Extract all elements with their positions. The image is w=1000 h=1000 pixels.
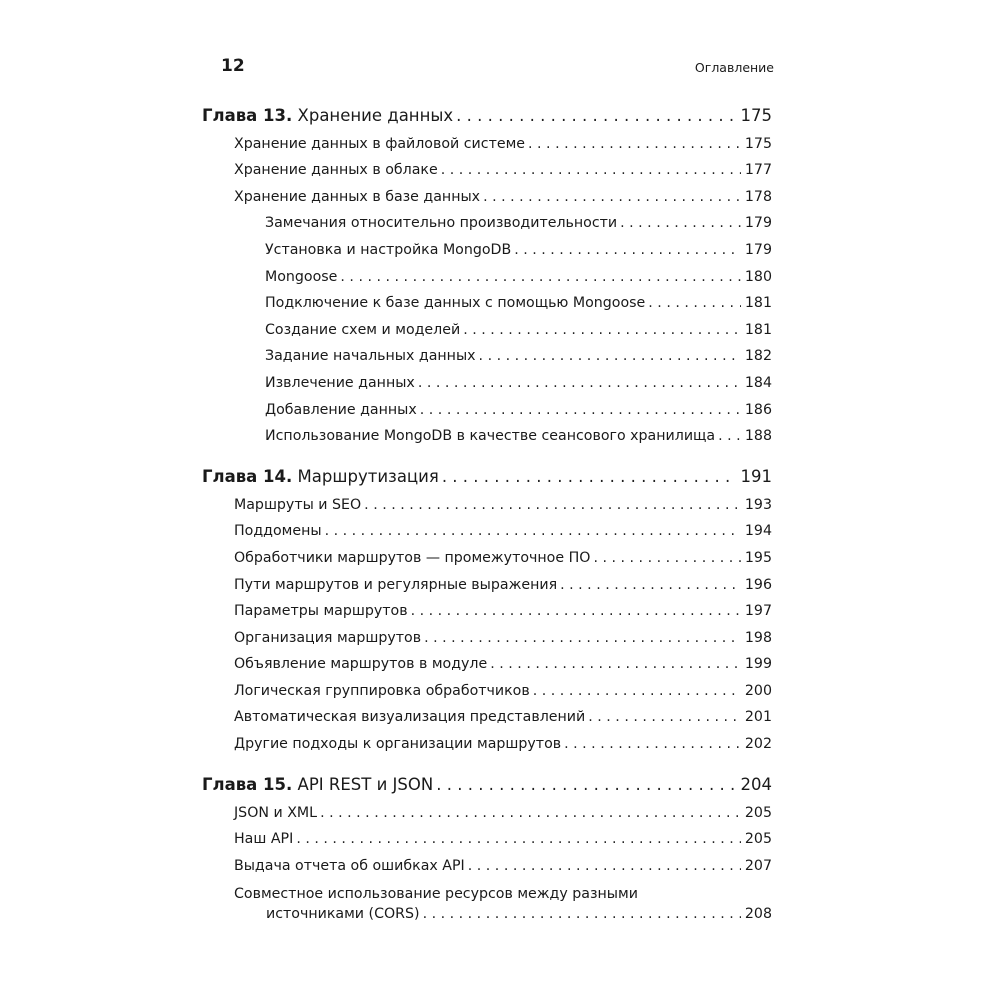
dot-leader xyxy=(296,831,741,850)
page-ref: 186 xyxy=(744,401,772,418)
entry-title: Автоматическая визуализация представлений xyxy=(234,709,586,726)
dot-leader xyxy=(593,550,740,569)
dot-leader xyxy=(320,805,741,824)
page-ref: 193 xyxy=(744,496,772,513)
dot-leader xyxy=(418,375,741,394)
page-ref: 191 xyxy=(740,467,772,487)
entry-title-continued: источниками (CORS) xyxy=(266,905,420,922)
dot-leader xyxy=(436,775,736,797)
entry-title: Добавление данных xyxy=(265,401,417,418)
page-ref: 205 xyxy=(744,804,772,821)
dot-leader xyxy=(420,402,741,421)
dot-leader xyxy=(364,497,741,516)
dot-leader xyxy=(718,428,741,447)
page-ref: 196 xyxy=(744,576,772,593)
entry-title: Совместное использование ресурсов между разными xyxy=(234,885,638,902)
chapter-heading xyxy=(202,463,772,489)
toc-entry xyxy=(202,850,772,877)
running-head: Оглавление xyxy=(694,60,774,75)
chapter-heading xyxy=(202,771,772,797)
dot-leader xyxy=(442,467,737,489)
toc-entry xyxy=(202,728,772,755)
chapter-heading xyxy=(202,102,772,128)
toc-entry xyxy=(202,622,772,649)
page-ref: 184 xyxy=(744,374,772,391)
entry-title: Пути маршрутов и регулярные выражения xyxy=(234,576,558,593)
entry-title: Параметры маршрутов xyxy=(234,603,408,620)
entry-title: Организация маршрутов xyxy=(234,629,422,646)
dot-leader xyxy=(648,295,741,314)
toc-entry xyxy=(202,675,772,702)
entry-title: Замечания относительно производительности xyxy=(265,215,618,232)
dot-leader xyxy=(514,242,741,261)
page-ref: 205 xyxy=(744,831,772,848)
page-number: 12 xyxy=(221,56,245,76)
dot-leader xyxy=(560,577,741,596)
page-ref: 194 xyxy=(744,523,772,540)
entry-title: Обработчики маршрутов — промежуточное ПО xyxy=(234,549,591,566)
dot-leader xyxy=(533,683,741,702)
toc-entry xyxy=(202,234,772,261)
dot-leader xyxy=(424,630,741,649)
page-ref: 201 xyxy=(744,709,772,726)
table-of-contents xyxy=(202,102,772,922)
page-ref: 175 xyxy=(744,135,772,152)
page-ref: 200 xyxy=(744,682,772,699)
toc-entry xyxy=(202,421,772,448)
entry-title: Установка и настройка MongoDB xyxy=(265,241,512,258)
entry-title: Поддомены xyxy=(234,523,322,540)
toc-entry xyxy=(202,649,772,676)
page-ref: 181 xyxy=(744,295,772,312)
entry-title: Маршруты и SEO xyxy=(234,496,362,513)
toc-entry xyxy=(202,288,772,315)
toc-entry xyxy=(202,489,772,516)
dot-leader xyxy=(468,858,741,877)
chapter-name: API REST и JSON xyxy=(297,775,434,795)
page-ref: 181 xyxy=(744,321,772,338)
page-ref: 208 xyxy=(744,905,772,922)
dot-leader xyxy=(411,603,741,622)
chapter-number: Глава 15. xyxy=(202,775,293,795)
chapter-title xyxy=(202,106,453,128)
dot-leader xyxy=(588,709,741,728)
entry-title: Хранение данных в базе данных xyxy=(234,188,481,205)
toc-entry xyxy=(202,341,772,368)
dot-leader xyxy=(620,215,741,234)
toc-entry xyxy=(202,797,772,824)
chapter-name: Маршрутизация xyxy=(297,467,439,487)
page-ref: 188 xyxy=(744,428,772,445)
dot-leader xyxy=(423,906,741,922)
toc-entry xyxy=(202,128,772,155)
page-ref: 195 xyxy=(744,549,772,566)
dot-leader xyxy=(528,136,741,155)
page-ref: 180 xyxy=(744,268,772,285)
dot-leader xyxy=(483,189,741,208)
page-ref: 207 xyxy=(744,857,772,874)
entry-title: Логическая группировка обработчиков xyxy=(234,682,530,699)
page-ref: 175 xyxy=(740,106,772,125)
dot-leader xyxy=(325,523,741,542)
toc-entry xyxy=(202,155,772,182)
page-ref: 199 xyxy=(744,656,772,673)
chapter-name: Хранение данных xyxy=(297,106,454,125)
toc-entry xyxy=(202,314,772,341)
page-ref: 179 xyxy=(744,215,772,232)
entry-title: Mongoose xyxy=(265,268,338,285)
chapter-title xyxy=(202,775,433,797)
toc-entry xyxy=(202,824,772,851)
entry-title: Использование MongoDB в качестве сеансового хранилища xyxy=(265,428,716,445)
dot-leader xyxy=(490,656,741,675)
toc-entry xyxy=(202,394,772,421)
page-ref: 179 xyxy=(744,241,772,258)
dot-leader xyxy=(564,736,741,755)
entry-title: Другие подходы к организации маршрутов xyxy=(234,736,562,753)
entry-title: Задание начальных данных xyxy=(265,348,476,365)
dot-leader xyxy=(479,348,741,367)
entry-title: Объявление маршрутов в модуле xyxy=(234,656,488,673)
toc-entry xyxy=(202,596,772,623)
chapter-block xyxy=(202,102,772,447)
toc-entry xyxy=(202,261,772,288)
toc-entry xyxy=(202,569,772,596)
chapter-block xyxy=(202,463,772,755)
page-ref: 202 xyxy=(744,736,772,753)
page-ref: 197 xyxy=(744,603,772,620)
entry-title: Хранение данных в облаке xyxy=(234,162,438,179)
entry-title: Хранение данных в файловой системе xyxy=(234,135,526,152)
entry-title: Наш API xyxy=(234,831,294,848)
dot-leader xyxy=(441,162,741,181)
toc-entry xyxy=(202,877,772,922)
entry-title: Извлечение данных xyxy=(265,374,415,391)
chapter-number: Глава 14. xyxy=(202,467,293,487)
dot-leader xyxy=(463,322,741,341)
chapter-block xyxy=(202,771,772,922)
toc-entry xyxy=(202,542,772,569)
dot-leader xyxy=(340,269,741,288)
page-ref: 204 xyxy=(740,775,772,795)
chapter-number: Глава 13. xyxy=(202,106,293,125)
page-ref: 177 xyxy=(744,162,772,179)
toc-entry xyxy=(202,516,772,543)
dot-leader xyxy=(456,106,736,128)
page-ref: 178 xyxy=(744,188,772,205)
toc-entry xyxy=(202,702,772,729)
toc-entry xyxy=(202,208,772,235)
page-ref: 198 xyxy=(744,629,772,646)
entry-title: Выдача отчета об ошибках API xyxy=(234,857,465,874)
entry-title: JSON и XML xyxy=(234,804,318,821)
entry-title: Подключение к базе данных с помощью Mongoose xyxy=(265,295,646,312)
chapter-title xyxy=(202,467,439,489)
page-ref: 182 xyxy=(744,348,772,365)
entry-title: Создание схем и моделей xyxy=(265,321,461,338)
toc-entry xyxy=(202,367,772,394)
toc-entry xyxy=(202,181,772,208)
